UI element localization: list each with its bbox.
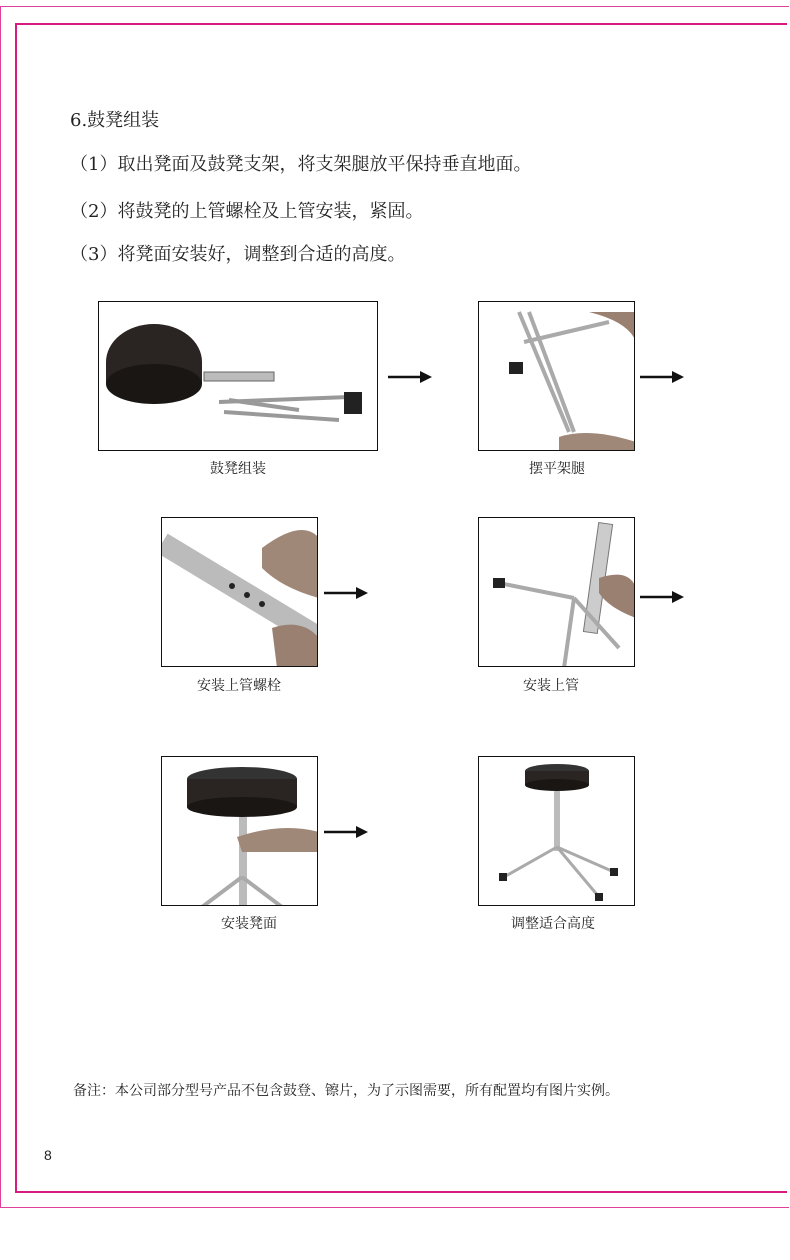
arrow-right-icon	[388, 371, 432, 383]
page-number: 8	[44, 1147, 52, 1163]
caption-5: 安装凳面	[221, 916, 277, 932]
photo-stool-parts	[98, 301, 378, 451]
arrow-right-icon	[640, 591, 684, 603]
photo-adjusted-stool	[478, 756, 635, 906]
caption-4: 安装上管	[523, 678, 579, 694]
caption-1: 鼓凳组装	[210, 461, 266, 477]
arrow-right-icon	[324, 587, 368, 599]
arrow-right-icon	[640, 371, 684, 383]
caption-2: 摆平架腿	[529, 461, 585, 477]
photo-install-seat	[161, 756, 318, 906]
step-1: （1）取出凳面及鼓凳支架，将支架腿放平保持垂直地面。	[70, 154, 532, 175]
arrow-right-icon	[324, 826, 368, 838]
caption-3: 安装上管螺栓	[197, 678, 281, 694]
section-title: 6.鼓凳组装	[70, 110, 160, 131]
photo-spread-legs	[478, 301, 635, 451]
photo-install-bolt	[161, 517, 318, 667]
caption-6: 调整适合高度	[511, 916, 595, 932]
photo-install-tube	[478, 517, 635, 667]
step-3: （3）将凳面安装好，调整到合适的高度。	[70, 244, 406, 265]
step-2: （2）将鼓凳的上管螺栓及上管安装，紧固。	[70, 201, 424, 222]
footnote: 备注：本公司部分型号产品不包含鼓登、镲片，为了示图需要，所有配置均有图片实例。	[73, 1083, 619, 1099]
